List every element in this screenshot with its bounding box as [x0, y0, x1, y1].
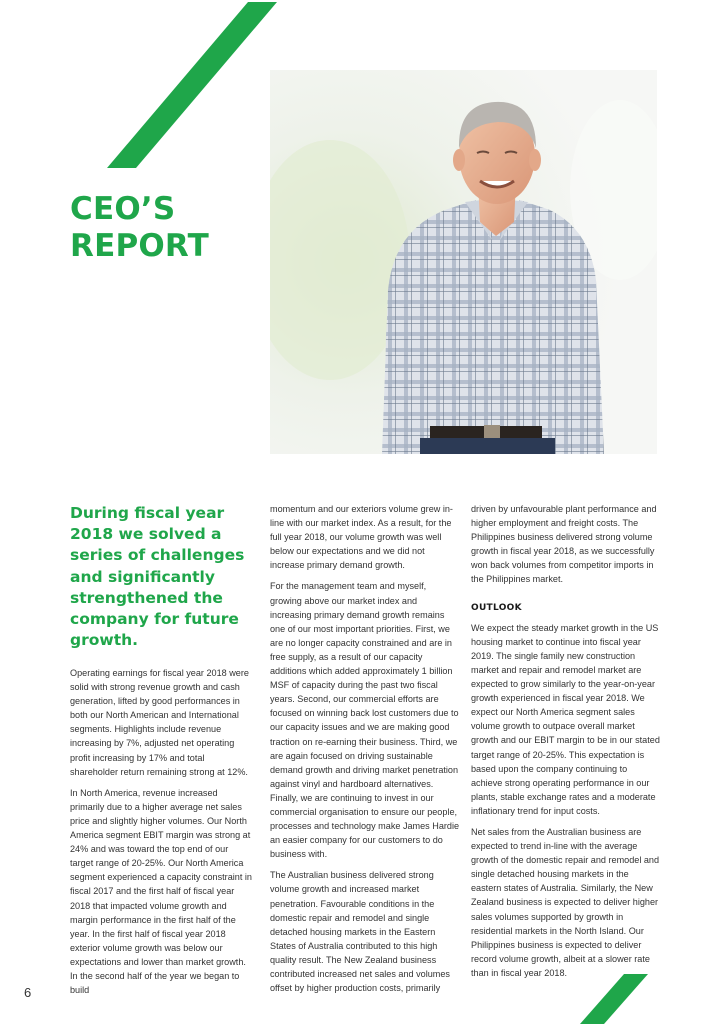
- paragraph-earnings: Operating earnings for fiscal year 2018 were solid with strong revenue growth and cash generation, lifted by good performances in both our North American and International segments. Highlights include revenue increasing by 7%, adjusted net operating profit increasing by 17% and total shareholder return remaining strong at 12%.: [70, 668, 249, 777]
- page-number: 6: [24, 985, 32, 1000]
- ceo-portrait-photo: [270, 70, 657, 454]
- paragraph-outlook-us: We expect the steady market growth in the US housing market to continue into fiscal year 2019. The single family new construction market and repair and remodel market are expected to grow similarly to the year-on-year growth experienced in fiscal year 2018. We expect our North America segment sales volume growth to outpace overall market growth and our EBIT margin to be in our stated target range of 20-25%. This expectation is based upon the company continuing to achieve strong operating performance in our plants, stable exchange rates and a moderate inflationary trend for input costs.: [471, 622, 660, 816]
- text-column-3: [471, 502, 661, 987]
- top-green-stripe: [0, 0, 300, 170]
- paragraph-outlook-international: Net sales from the Australian business are expected to trend in-line with the average growth of the domestic repair and remodel and single detached housing markets in the eastern states of Australia. Similarly, the New Zealand business is expected to deliver higher sales volumes supported by growth in residential markets in the North Island. Our Philippines business is expected to deliver record volume growth, albeit at a slower rate than in fiscal year 2018.: [471, 826, 660, 978]
- paragraph-philippines: driven by unfavourable plant performance and higher employment and freight costs. The Philippines business delivered strong volume growth in fiscal year 2018, as we successfully won back volumes from competitor imports in the Philippines market.: [471, 504, 657, 585]
- paragraph-north-america: In North America, revenue increased primarily due to a higher average net sales price and slightly higher volumes. Our North America segment EBIT margin was strong at 24% and was toward the top end of our target range of 20-25%. Our North America segment experienced a capacity constraint in fiscal 2017 and the first half of fiscal year 2018 that impacted volume growth and margin performance in the first half of the year. In the first half of fiscal year 2018 exterior volume growth was below our expectations and lower than market growth. In the second half of the year we began to build: [70, 787, 252, 996]
- bottom-green-stripe: [574, 974, 654, 1024]
- outlook-heading: OUTLOOK: [471, 602, 522, 613]
- title-line-2: REPORT: [70, 228, 209, 264]
- pull-quote-headline: During fiscal year 2018 we solved a series of challenges and significantly strengthened the company for future growth.: [70, 504, 245, 650]
- text-column-1: [70, 666, 252, 1004]
- paragraph-priorities: For the management team and myself, growing above our market index and increasing primary demand growth remains one of our most important priorities. First, we are no longer capacity constrained and are in free supply, as a result of our capacity additions which added approximately 1 billion MSF of capacity during the past two fiscal years. Second, our commercial efforts are focused on winning back lost customers due to our capacity issues and we are making good traction on re-earning their business. Third, we are again focused on driving sustainable demand growth and driving market penetration against vinyl and hardboard alternatives. Finally, we are continuing to invest in our commercial organisation to ensure our people, processes and technology make James Hardie an easier company for our customers to do business with.: [270, 581, 460, 860]
- title-line-1: CEO’S: [70, 191, 176, 227]
- page-title: [70, 191, 209, 265]
- paragraph-australia: The Australian business delivered strong volume growth and increased market penetration. Favourable conditions in the domestic repair and remodel and single detached housing markets in the Eastern States of Australia contributed to this high quality result. The New Zealand business contributed increased net sales and volumes offset by higher production costs, primarily: [270, 870, 450, 994]
- text-column-2: [270, 502, 460, 1002]
- paragraph-momentum: momentum and our exteriors volume grew in-line with our market index. As a result, for the full year 2018, our volume growth was well below our expectations and we did not increase primary demand growth.: [270, 504, 453, 571]
